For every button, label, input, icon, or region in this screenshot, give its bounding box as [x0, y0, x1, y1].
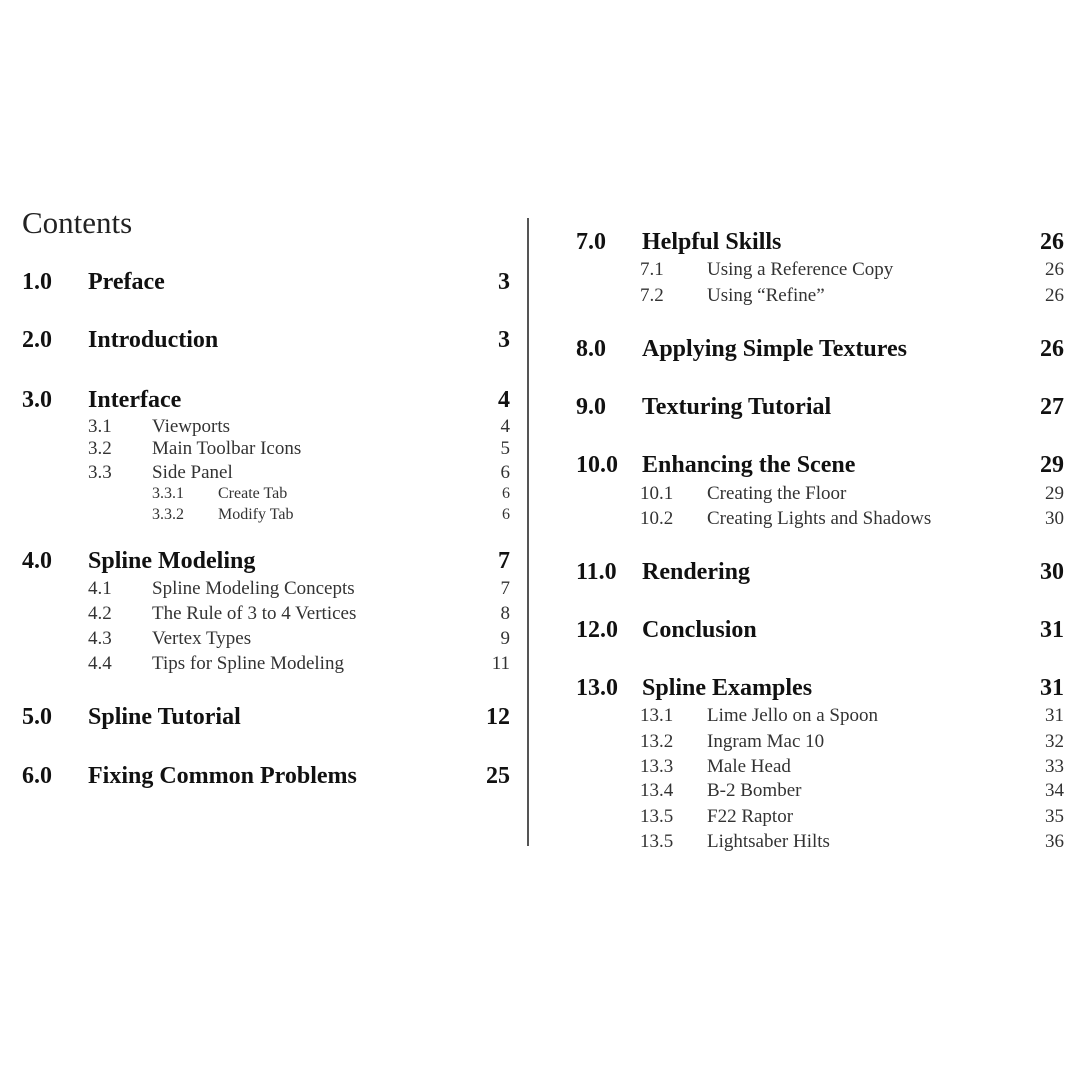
toc-number: 13.5: [640, 806, 674, 827]
toc-page-number: 26: [1040, 229, 1064, 255]
toc-number: 4.2: [88, 603, 112, 624]
toc-page-number: 8: [500, 603, 510, 624]
toc-number: 3.3.2: [152, 506, 184, 523]
toc-label: Interface: [88, 387, 182, 413]
toc-label: Texturing Tutorial: [642, 394, 832, 420]
toc-number: 4.1: [88, 578, 112, 599]
toc-label: Modify Tab: [218, 506, 294, 523]
toc-label: The Rule of 3 to 4 Vertices: [152, 603, 357, 624]
toc-number: 13.3: [640, 756, 674, 777]
toc-number: 1.0: [22, 269, 52, 295]
toc-page-number: 11: [491, 653, 510, 674]
toc-page-number: 25: [486, 763, 510, 789]
toc-number: 13.5: [640, 831, 674, 852]
toc-number: 7.1: [640, 259, 664, 280]
toc-label: Conclusion: [642, 617, 757, 643]
toc-page-number: 35: [1045, 806, 1064, 827]
toc-label: Helpful Skills: [642, 229, 782, 255]
toc-label: F22 Raptor: [707, 806, 794, 827]
toc-number: 2.0: [22, 327, 52, 353]
toc-number: 10.0: [576, 452, 618, 478]
toc-number: 3.1: [88, 416, 112, 437]
toc-label: Ingram Mac 10: [707, 731, 825, 752]
toc-label: Preface: [88, 269, 165, 295]
toc-label: Introduction: [88, 327, 219, 353]
toc-page-number: 7: [500, 578, 510, 599]
toc-number: 6.0: [22, 763, 52, 789]
toc-page-number: 31: [1040, 675, 1064, 701]
toc-page-number: 36: [1045, 831, 1064, 852]
toc-page-number: 26: [1040, 336, 1064, 362]
toc-label: Lightsaber Hilts: [707, 831, 830, 852]
toc-number: 7.0: [576, 229, 606, 255]
toc-label: Side Panel: [152, 462, 233, 483]
page-title: Contents: [22, 205, 133, 240]
toc-label: Spline Tutorial: [88, 704, 241, 730]
toc-number: 5.0: [22, 704, 52, 730]
toc-number: 7.2: [640, 285, 664, 306]
toc-page-number: 29: [1040, 452, 1064, 478]
toc-page-number: 29: [1045, 483, 1064, 504]
toc-label: B-2 Bomber: [707, 780, 802, 801]
toc-page-number: 9: [500, 628, 510, 649]
toc-label: Spline Examples: [642, 675, 813, 701]
toc-label: Viewports: [152, 416, 231, 437]
toc-number: 13.1: [640, 705, 674, 726]
toc-page-number: 26: [1045, 259, 1064, 280]
toc-number: 3.0: [22, 387, 52, 413]
toc-label: Fixing Common Problems: [88, 763, 357, 789]
toc-page-number: 4: [498, 387, 510, 413]
toc-label: Vertex Types: [152, 628, 252, 649]
toc-page-number: 32: [1045, 731, 1064, 752]
toc-label: Lime Jello on a Spoon: [707, 705, 878, 726]
toc-page-number: 3: [498, 327, 510, 353]
toc-number: 12.0: [576, 617, 618, 643]
toc-label: Male Head: [707, 756, 791, 777]
toc-number: 13.4: [640, 780, 674, 801]
toc-number: 10.1: [640, 483, 674, 504]
toc-page-number: 4: [500, 416, 510, 437]
toc-page-number: 33: [1045, 756, 1064, 777]
toc-page-number: 34: [1045, 780, 1064, 801]
toc-page-number: 3: [498, 269, 510, 295]
toc-page-number: 12: [486, 704, 510, 730]
toc-label: Using a Reference Copy: [707, 259, 894, 280]
toc-number: 4.4: [88, 653, 112, 674]
column-divider: [527, 218, 529, 846]
toc-page-number: 6: [502, 485, 510, 502]
toc-page-number: 31: [1040, 617, 1064, 643]
toc-page-number: 30: [1045, 508, 1064, 529]
toc-number: 13.2: [640, 731, 674, 752]
toc-number: 8.0: [576, 336, 606, 362]
toc-label: Tips for Spline Modeling: [152, 653, 344, 674]
toc-number: 9.0: [576, 394, 606, 420]
toc-number: 3.3.1: [152, 485, 184, 502]
toc-page-number: 6: [500, 462, 510, 483]
toc-label: Enhancing the Scene: [642, 452, 856, 478]
toc-page-number: 31: [1045, 705, 1064, 726]
toc-page-number: 26: [1045, 285, 1064, 306]
toc-label: Creating the Floor: [707, 483, 847, 504]
toc-page-number: 30: [1040, 559, 1064, 585]
toc-number: 4.0: [22, 548, 52, 574]
toc-label: Applying Simple Textures: [642, 336, 907, 362]
toc-label: Rendering: [642, 559, 750, 585]
toc-number: 11.0: [576, 559, 617, 585]
toc-label: Spline Modeling: [88, 548, 256, 574]
toc-number: 3.2: [88, 438, 112, 459]
toc-number: 4.3: [88, 628, 112, 649]
toc-label: Using “Refine”: [707, 285, 825, 306]
toc-page-number: 6: [502, 506, 510, 523]
toc-page-number: 27: [1040, 394, 1064, 420]
toc-number: 3.3: [88, 462, 112, 483]
toc-label: Creating Lights and Shadows: [707, 508, 932, 529]
toc-label: Main Toolbar Icons: [152, 438, 302, 459]
toc-number: 10.2: [640, 508, 674, 529]
toc-label: Create Tab: [218, 485, 288, 502]
toc-page-number: 7: [498, 548, 510, 574]
toc-label: Spline Modeling Concepts: [152, 578, 355, 599]
toc-page-number: 5: [500, 438, 510, 459]
toc-number: 13.0: [576, 675, 618, 701]
